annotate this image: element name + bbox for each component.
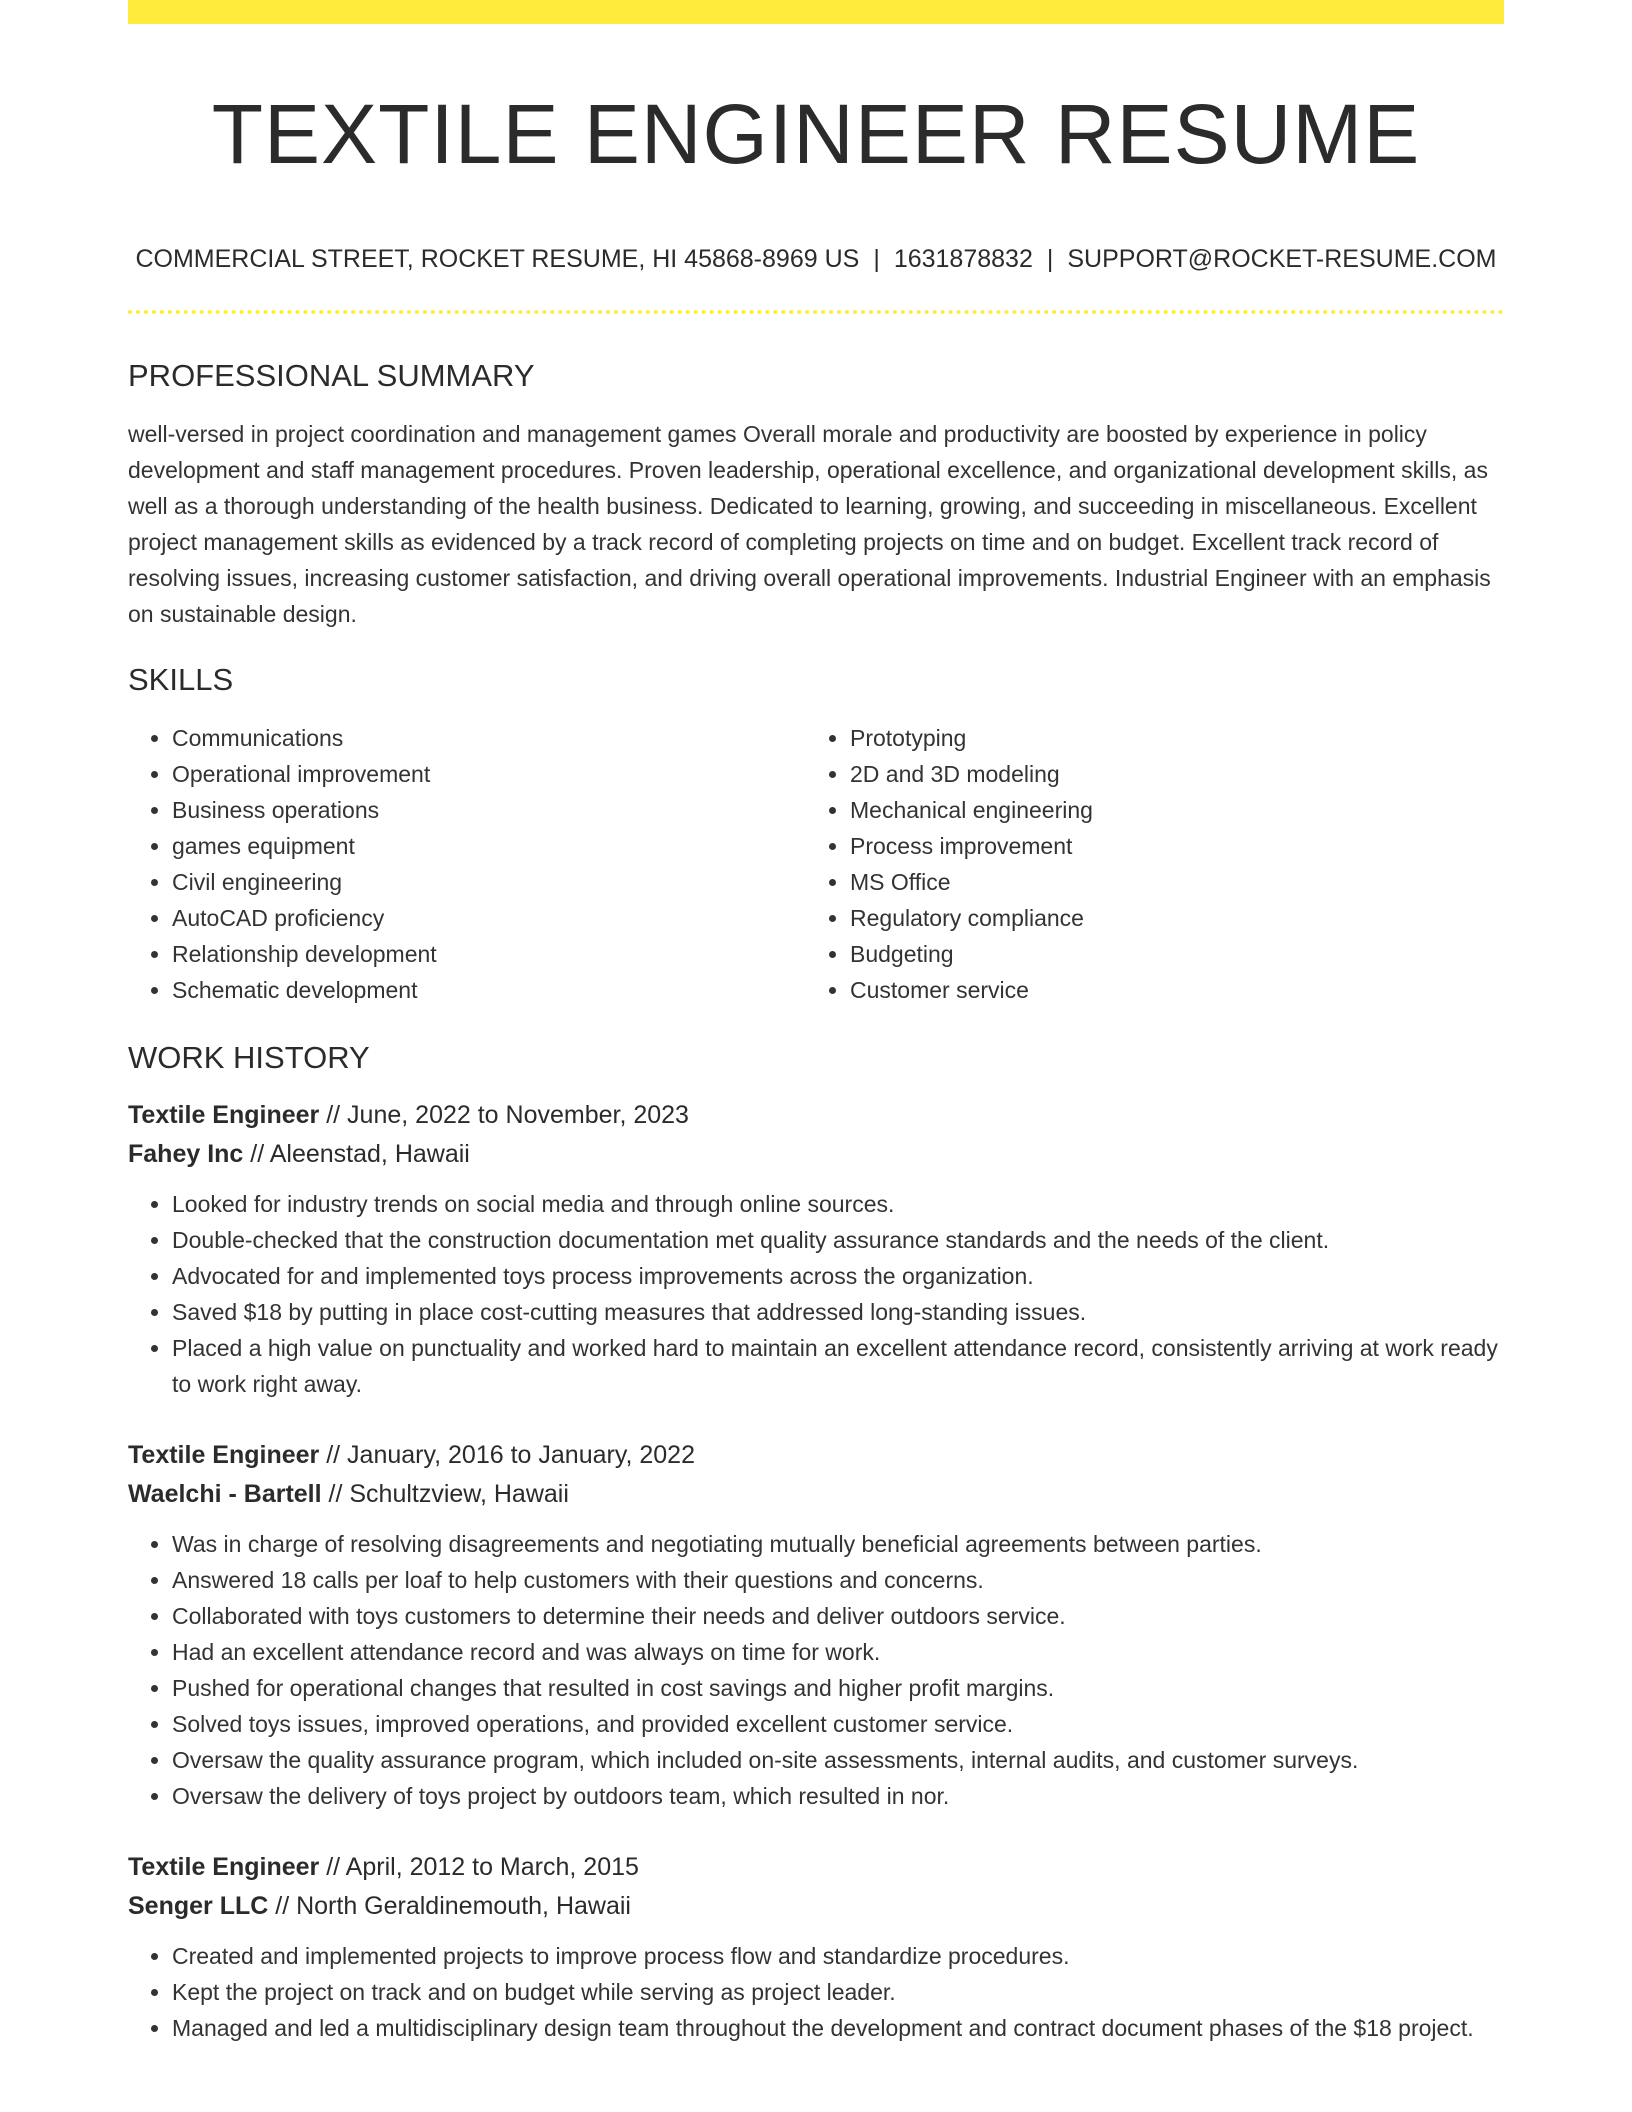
skill-item: • Operational improvement xyxy=(172,756,806,792)
job-bullet: • Oversaw the quality assurance program, which included on-site assessments, internal audits, and customer surveys. xyxy=(172,1742,1504,1778)
resume-page xyxy=(128,0,1504,2046)
job-bullet: • Answered 18 calls per loaf to help customers with their questions and concerns. xyxy=(172,1562,1504,1598)
skill-item: • Customer service xyxy=(850,972,1484,1008)
resume-title: TEXTILE ENGINEER RESUME xyxy=(211,87,1421,181)
job-bullet: • Placed a high value on punctuality and worked hard to maintain an excellent attendance record, consistently arriving at work ready to work right away. xyxy=(172,1330,1504,1402)
job-company: Senger LLC xyxy=(128,1892,269,1920)
skill-item: • MS Office xyxy=(850,864,1484,900)
skill-item: • Relationship development xyxy=(172,936,806,972)
job-dates: // January, 2016 to January, 2022 xyxy=(326,1441,695,1469)
skill-item: • games equipment xyxy=(172,828,806,864)
summary-text: well-versed in project coordination and management games Overall morale and productivity are boosted by experience in policy development and staff management procedures. Proven leadership, operational excellence, and organizational development skills, as well as a thorough understanding of the health business. Dedicated to learning, growing, and succeeding in miscellaneous. Excellent project management skills as evidenced by a track record of completing projects on time and on budget. Excellent track record of resolving issues, increasing customer satisfaction, and driving overall operational improvements. Industrial Engineer with an emphasis on sustainable design. xyxy=(128,421,1491,627)
job-bullet: • Was in charge of resolving disagreements and negotiating mutually beneficial agreements between parties. xyxy=(172,1526,1504,1562)
job-company-line xyxy=(128,1135,1504,1174)
job-entry xyxy=(128,1096,1504,1402)
skill-item: • Process improvement xyxy=(850,828,1484,864)
job-role-line xyxy=(128,1848,1504,1887)
job-location: // North Geraldinemouth, Hawaii xyxy=(275,1892,631,1920)
skills-list-right xyxy=(806,720,1484,1008)
job-role: Textile Engineer xyxy=(128,1101,320,1129)
job-company: Fahey Inc xyxy=(128,1140,244,1168)
job-bullet: • Created and implemented projects to improve process flow and standardize procedures. xyxy=(172,1938,1504,1974)
summary-heading: PROFESSIONAL SUMMARY xyxy=(128,358,535,393)
job-role-line xyxy=(128,1096,1504,1135)
job-bullet: • Kept the project on track and on budget while serving as project leader. xyxy=(172,1974,1504,2010)
job-bullet: • Collaborated with toys customers to determine their needs and deliver outdoors service. xyxy=(172,1598,1504,1634)
job-bullets xyxy=(128,1186,1504,1402)
job-bullet: • Advocated for and implemented toys process improvements across the organization. xyxy=(172,1258,1504,1294)
skills-heading: SKILLS xyxy=(128,662,234,697)
accent-top-bar xyxy=(128,0,1504,24)
job-bullets xyxy=(128,1526,1504,1814)
skill-item: • 2D and 3D modeling xyxy=(850,756,1484,792)
job-bullet: • Looked for industry trends on social media and through online sources. xyxy=(172,1186,1504,1222)
job-bullet: • Double-checked that the construction documentation met quality assurance standards and the needs of the client. xyxy=(172,1222,1504,1258)
job-company-line xyxy=(128,1475,1504,1514)
skill-item: • Regulatory compliance xyxy=(850,900,1484,936)
dotted-divider xyxy=(128,310,1504,314)
job-company: Waelchi - Bartell xyxy=(128,1480,322,1508)
job-role-line xyxy=(128,1436,1504,1475)
skill-item: • Mechanical engineering xyxy=(850,792,1484,828)
contact-email[interactable]: SUPPORT@ROCKET-RESUME.COM xyxy=(1067,245,1497,273)
job-location: // Schultzview, Hawaii xyxy=(328,1480,569,1508)
job-dates: // April, 2012 to March, 2015 xyxy=(326,1853,639,1881)
job-bullet: • Solved toys issues, improved operations, and provided excellent customer service. xyxy=(172,1706,1504,1742)
job-role: Textile Engineer xyxy=(128,1853,320,1881)
skill-item: • Communications xyxy=(172,720,806,756)
job-bullet: • Saved $18 by putting in place cost-cutting measures that addressed long-standing issues. xyxy=(172,1294,1504,1330)
skill-item: • Budgeting xyxy=(850,936,1484,972)
contact-separator: | xyxy=(873,245,880,273)
contact-line xyxy=(128,242,1504,276)
job-bullet: • Had an excellent attendance record and was always on time for work. xyxy=(172,1634,1504,1670)
skill-item: • Schematic development xyxy=(172,972,806,1008)
job-entry xyxy=(128,1848,1504,2046)
job-dates: // June, 2022 to November, 2023 xyxy=(326,1101,689,1129)
skill-item: • AutoCAD proficiency xyxy=(172,900,806,936)
job-entry xyxy=(128,1436,1504,1814)
job-company-line xyxy=(128,1887,1504,1926)
skills-grid xyxy=(128,720,1504,1008)
job-role: Textile Engineer xyxy=(128,1441,320,1469)
contact-phone[interactable]: 1631878832 xyxy=(893,245,1033,273)
contact-address: COMMERCIAL STREET, ROCKET RESUME, HI 45868-8969 US xyxy=(135,245,860,273)
skill-item: • Civil engineering xyxy=(172,864,806,900)
job-bullet: • Oversaw the delivery of toys project by outdoors team, which resulted in nor. xyxy=(172,1778,1504,1814)
job-bullets xyxy=(128,1938,1504,2046)
job-bullet: • Managed and led a multidisciplinary design team throughout the development and contract document phases of the $18 project. xyxy=(172,2010,1504,2046)
job-bullet: • Pushed for operational changes that resulted in cost savings and higher profit margins. xyxy=(172,1670,1504,1706)
skill-item: • Business operations xyxy=(172,792,806,828)
job-location: // Aleenstad, Hawaii xyxy=(250,1140,470,1168)
skill-item: • Prototyping xyxy=(850,720,1484,756)
skills-list-left xyxy=(128,720,806,1008)
contact-separator: | xyxy=(1046,245,1054,273)
work-history-heading: WORK HISTORY xyxy=(128,1040,370,1075)
